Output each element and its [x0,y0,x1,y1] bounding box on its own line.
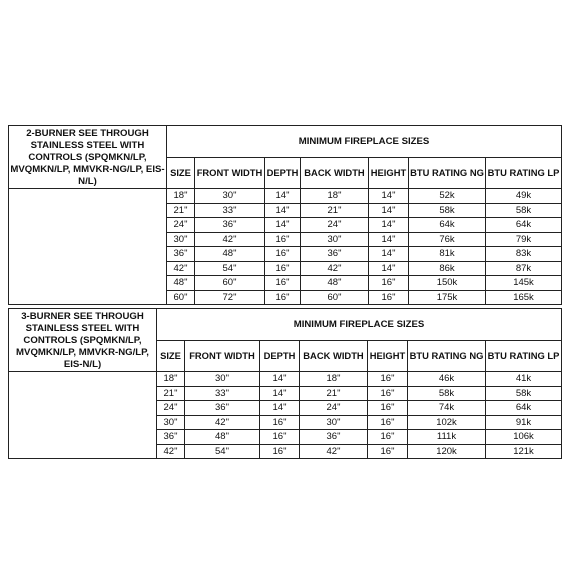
table-cell: 42" [157,444,185,459]
column-header: SIZE [157,340,185,372]
table-cell: 58k [486,203,562,218]
table-cell: 16" [260,415,300,430]
table-cell: 16" [369,290,409,305]
table-cell: 14" [369,203,409,218]
table-cell: 72" [195,290,265,305]
table-cell: 18" [167,189,195,204]
table-cell: 87k [486,261,562,276]
table-cell: 30" [300,415,368,430]
table-cell: 24" [167,218,195,233]
table-cell: 30" [157,415,185,430]
table-cell: 58k [486,386,562,401]
table-cell: 83k [486,247,562,262]
table-cell: 36" [157,430,185,445]
table-cell: 42" [301,261,369,276]
table-cell: 18" [157,372,185,387]
table-cell: 16" [260,444,300,459]
table-cell: 16" [368,401,408,416]
table-cell: 18" [301,189,369,204]
table-cell: 64k [409,218,486,233]
table-cell: 24" [157,401,185,416]
table-cell: 14" [369,218,409,233]
column-header: BTU RATING NG [409,157,486,189]
table-cell: 16" [368,415,408,430]
table-cell: 30" [301,232,369,247]
table-cell: 52k [409,189,486,204]
table-cell: 150k [409,276,486,291]
table-cell: 58k [409,203,486,218]
table-cell: 86k [409,261,486,276]
table-cell: 42" [195,232,265,247]
table-cell: 16" [369,276,409,291]
model-title: 2-BURNER SEE THROUGH STAINLESS STEEL WITH CONTROLS (SPQMKN/LP, MVQMKN/LP, MMVKR-NG/LP, EIS-N/L) [9,126,167,189]
table-cell: 16" [368,372,408,387]
table-cell: 16" [368,386,408,401]
table-cell: 54" [195,261,265,276]
table-cell: 16" [368,430,408,445]
table-cell: 14" [265,203,301,218]
table-cell: 42" [167,261,195,276]
table-cell: 74k [408,401,486,416]
fireplace-size-table-3-burner [8,308,562,459]
table-cell: 36" [185,401,260,416]
table-cell: 30" [185,372,260,387]
table-cell: 111k [408,430,486,445]
empty-cell [9,189,167,305]
table-cell: 18" [300,372,368,387]
table-cell: 54" [185,444,260,459]
table-cell: 24" [300,401,368,416]
group-header: MINIMUM FIREPLACE SIZES [157,309,562,341]
table-cell: 60" [167,290,195,305]
table-cell: 60" [301,290,369,305]
table-cell: 16" [368,444,408,459]
table-cell: 14" [260,372,300,387]
column-header: DEPTH [260,340,300,372]
table-cell: 42" [300,444,368,459]
column-header: HEIGHT [369,157,409,189]
table-cell: 14" [260,401,300,416]
column-header: SIZE [167,157,195,189]
table-cell: 14" [369,232,409,247]
model-title: 3-BURNER SEE THROUGH STAINLESS STEEL WITH CONTROLS (SPQMKN/LP, MVQMKN/LP, MMVKR-NG/LP, EIS-N/L) [9,309,157,372]
table-cell: 60" [195,276,265,291]
table-cell: 145k [486,276,562,291]
table-cell: 42" [185,415,260,430]
table-cell: 36" [300,430,368,445]
table-cell: 16" [265,276,301,291]
table-cell: 21" [301,203,369,218]
table-row [9,372,562,387]
table-cell: 30" [195,189,265,204]
column-header: FRONT WIDTH [195,157,265,189]
column-header: FRONT WIDTH [185,340,260,372]
table-cell: 21" [300,386,368,401]
table-cell: 64k [486,218,562,233]
column-header: BTU RATING NG [408,340,486,372]
table-cell: 48" [195,247,265,262]
table-cell: 48" [185,430,260,445]
table-cell: 14" [260,386,300,401]
table-cell: 48" [301,276,369,291]
table-cell: 36" [301,247,369,262]
column-header: DEPTH [265,157,301,189]
empty-cell [9,372,157,459]
table-cell: 46k [408,372,486,387]
fireplace-size-table-2-burner [8,125,562,305]
table-cell: 165k [486,290,562,305]
table-cell: 14" [369,261,409,276]
table-cell: 21" [157,386,185,401]
table-cell: 33" [185,386,260,401]
table-cell: 14" [369,189,409,204]
table-cell: 64k [486,401,562,416]
table-cell: 16" [265,261,301,276]
table-cell: 16" [260,430,300,445]
table-cell: 91k [486,415,562,430]
column-header: BTU RATING LP [486,340,562,372]
table-cell: 33" [195,203,265,218]
table-cell: 21" [167,203,195,218]
table-cell: 16" [265,290,301,305]
table-cell: 121k [486,444,562,459]
table-cell: 81k [409,247,486,262]
table-cell: 14" [265,189,301,204]
column-header: BACK WIDTH [300,340,368,372]
table-cell: 24" [301,218,369,233]
table-cell: 120k [408,444,486,459]
table-cell: 14" [265,218,301,233]
table-cell: 41k [486,372,562,387]
column-header: HEIGHT [368,340,408,372]
table-cell: 49k [486,189,562,204]
group-header: MINIMUM FIREPLACE SIZES [167,126,562,158]
table-cell: 36" [195,218,265,233]
table-cell: 175k [409,290,486,305]
table-row [9,189,562,204]
table-cell: 102k [408,415,486,430]
table-cell: 16" [265,232,301,247]
table-cell: 16" [265,247,301,262]
column-header: BACK WIDTH [301,157,369,189]
table-cell: 79k [486,232,562,247]
table-cell: 36" [167,247,195,262]
table-cell: 58k [408,386,486,401]
table-cell: 106k [486,430,562,445]
table-cell: 30" [167,232,195,247]
table-cell: 48" [167,276,195,291]
table-cell: 76k [409,232,486,247]
table-cell: 14" [369,247,409,262]
column-header: BTU RATING LP [486,157,562,189]
